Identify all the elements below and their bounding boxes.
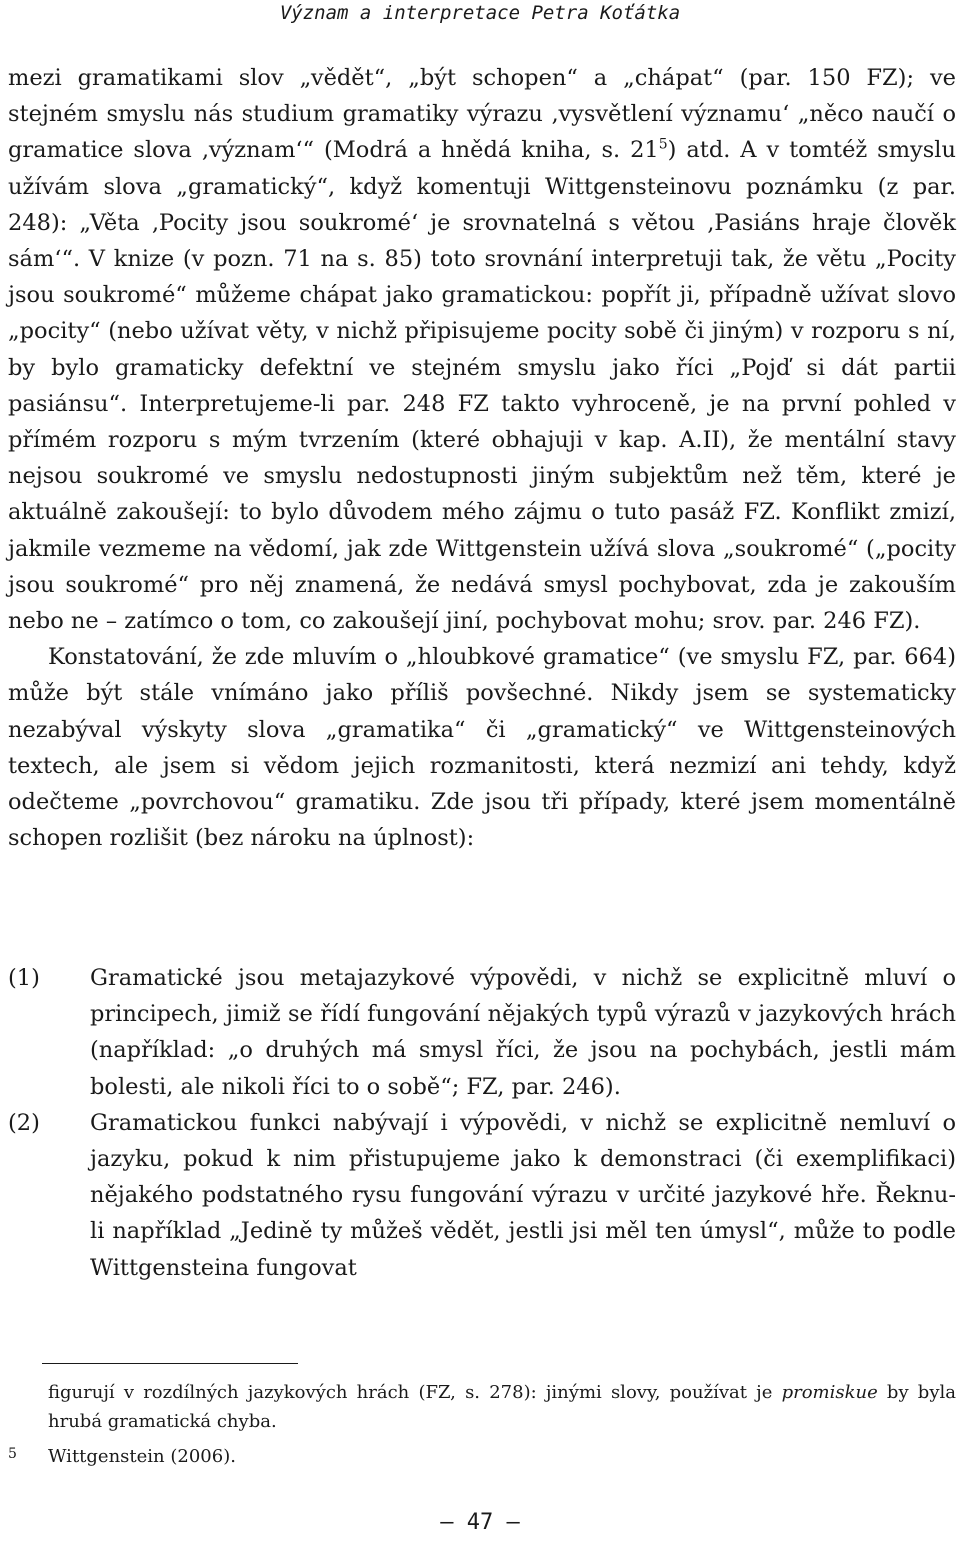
list-item-number: (2) xyxy=(8,1109,40,1136)
footnote-divider xyxy=(42,1363,298,1364)
footnote-ref-5[interactable]: 5 xyxy=(658,136,668,153)
footnote-5-text: Wittgenstein (2006). xyxy=(48,1446,236,1467)
list-item xyxy=(8,960,956,1105)
paragraph-1 xyxy=(8,60,956,639)
footnote-5 xyxy=(8,1442,956,1471)
paragraph-1-start: mezi gramatikami slov „vědět“, „být schopen“ a „chápat“ (par. 150 FZ); ve stejném smyslu nás studium gramatiky výrazu ‚vysvětlení významu‘ „něco naučí o gramatice slova ‚význam‘“ (Modrá a hnědá kniha, s. 21 xyxy=(8,65,956,164)
footnote-emphasis: promiskue xyxy=(781,1382,878,1403)
footnote-continuation xyxy=(8,1378,956,1436)
page-number: – 47 – xyxy=(440,1510,520,1535)
list-item-text: Gramatickou funkci nabývají i výpovědi, v nichž se explicitně nemluví o jazyku, pokud k nim přistupujeme jako k demonstraci (či exemplifikaci) nějakého podstatného rysu fungování výrazu v určité jazykové hře. Řeknu-li například „Jedině ty můžeš vědět, jestli jsi měl ten úmysl“, může to podle Wittgensteina fungovat xyxy=(90,1109,956,1281)
paragraph-2: Konstatování, že zde mluvím o „hloubkové gramatice“ (ve smyslu FZ, par. 664) může být stále vnímáno jako příliš povšechné. Nikdy jsem se systematicky nezabýval výskyty slova „gramatika“ či „gramatický“ ve Wittgensteinových textech, ale jsem si vědom jejich rozmanitosti, která nezmizí ani tehdy, když odečteme „povrchovou“ gramatiku. Zde jsou tři případy, které jsem momentálně schopen rozlišit (bez nároku na úplnost): xyxy=(8,644,956,852)
running-title: Význam a interpretace Petra Koťátka xyxy=(279,2,681,24)
numbered-list xyxy=(8,960,956,1286)
list-item-text: Gramatické jsou metajazykové výpovědi, v nichž se explicitně mluví o principech, jimiž se řídí fungování nějakých typů výrazů v jazykových hrách (například: „o druhých má smysl říci, že jsou na pochybách, jestli mám bolesti, ale nikoli říci to o sobě“; FZ, par. 246). xyxy=(90,965,956,1100)
running-header xyxy=(0,0,960,34)
footnote-continuation-end: by byla hrubá gramatická chyba. xyxy=(48,1382,956,1432)
footnotes xyxy=(8,1378,956,1471)
footnote-5-mark: 5 xyxy=(8,1446,17,1462)
list-item-number: (1) xyxy=(8,965,40,991)
footnote-continuation-start: figurují v rozdílných jazykových hrách (FZ, s. 278): jinými slovy, používat je xyxy=(48,1382,782,1403)
paragraph-1-rest: ) atd. A v tomtéž smyslu užívám slova „gramatický“, když komentuji Wittgensteinovu poznámku (z par. 248): „Věta ‚Pocity jsou soukromé‘ je srovnatelná s větou ‚Pasiáns hraje člověk sám‘“. V knize (v pozn. 71 na s. 85) toto srovnání interpretuji tak, že větu „Pocity jsou soukromé“ můžeme chápat jako gramatickou: popřít ji, případně užívat slovo „pocity“ (nebo užívat věty, v nichž připisujeme pocity sobě či jiným) v rozporu s ní, by bylo gramaticky defektní ve stejném smyslu jako říci „Pojď si dát partii pasiánsu“. Interpretujeme-li par. 248 FZ takto vyhroceně, je na první pohled v přímém rozporu s mým tvrzením (které obhajuji v kap. A.II), že mentální stavy nejsou soukromé ve smyslu nedostupnosti jiným subjektům než těm, které je aktuálně zakoušejí: to bylo důvodem mého zájmu o tuto pasáž FZ. Konflikt zmizí, jakmile vezmeme na vědomí, jak zde Wittgenstein užívá slova „soukromé“ („pocity jsou soukromé“ pro něj znamená, že nedává smysl pochybovat, zda je zakouším nebo ne – zatímco o tom, co zakoušejí jiní, pochybovat mohu; srov. par. 246 FZ). xyxy=(8,137,956,635)
list-item xyxy=(8,1105,956,1286)
main-text xyxy=(8,60,956,856)
